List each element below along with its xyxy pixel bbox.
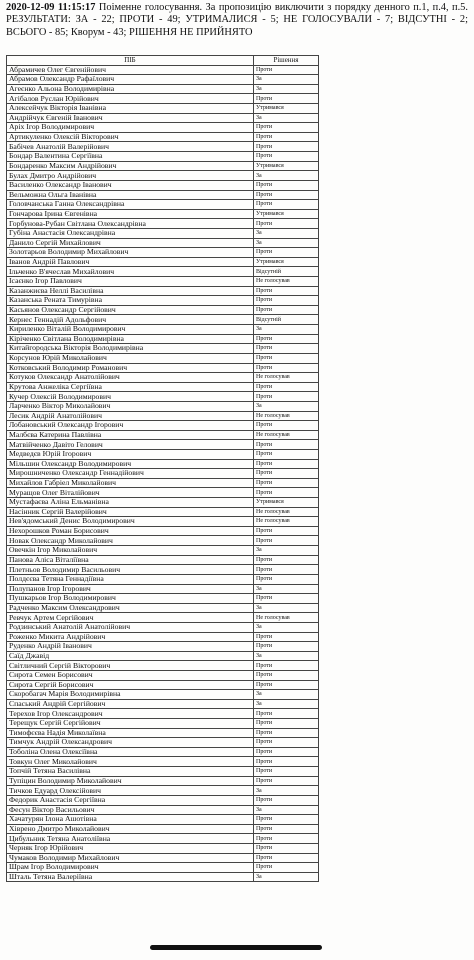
deputy-name: Ісаєнко Ігор Павлович — [7, 277, 254, 287]
deputy-name: Тоболіна Олена Олексіївна — [7, 747, 254, 757]
vote-decision: Проти — [254, 296, 319, 306]
table-row — [7, 277, 319, 287]
deputy-name: Медведєв Юрій Ігорович — [7, 449, 254, 459]
deputy-name: Тимофєєва Надія Миколаївна — [7, 728, 254, 738]
vote-decision: Утримався — [254, 257, 319, 267]
vote-decision: Проти — [254, 421, 319, 431]
vote-decision: Проти — [254, 363, 319, 373]
deputy-name: Мирошниченко Олександр Геннадійович — [7, 469, 254, 479]
vote-decision: Проти — [254, 526, 319, 536]
deputy-name: Фесун Віктор Васильович — [7, 805, 254, 815]
vote-decision: Проти — [254, 123, 319, 133]
deputy-name: Сирота Семен Борисович — [7, 671, 254, 681]
deputy-name: Спаський Андрій Сергійович — [7, 699, 254, 709]
deputy-name: Цибульник Тетяна Анатоліївна — [7, 834, 254, 844]
deputy-name: Василенко Олександр Іванович — [7, 180, 254, 190]
deputy-name: Котковський Володимир Романович — [7, 363, 254, 373]
deputy-name: Бондаренко Максим Андрійович — [7, 161, 254, 171]
deputy-name: Кириленко Віталій Володимирович — [7, 325, 254, 335]
deputy-name: Казанжиєва Неллі Василівна — [7, 286, 254, 296]
table-row — [7, 843, 319, 853]
vote-decision: Проти — [254, 65, 319, 75]
deputy-name: Котуков Олександр Анатолійович — [7, 373, 254, 383]
table-row — [7, 834, 319, 844]
deputy-name: Світличний Сергій Вікторович — [7, 661, 254, 671]
deputy-name: Терещук Сергій Сергійович — [7, 719, 254, 729]
table-row — [7, 863, 319, 873]
table-row — [7, 795, 319, 805]
table-row — [7, 305, 319, 315]
deputy-name: Бабічев Анатолій Валерійович — [7, 142, 254, 152]
deputy-name: Лесик Андрій Анатолійович — [7, 411, 254, 421]
table-row — [7, 171, 319, 181]
vote-decision: Проти — [254, 478, 319, 488]
table-row — [7, 546, 319, 556]
vote-decision: За — [254, 325, 319, 335]
vote-decision: Проти — [254, 728, 319, 738]
deputy-name: Губіна Анастасія Олександрівна — [7, 228, 254, 238]
deputy-name: Кучер Олексій Володимирович — [7, 392, 254, 402]
vote-title: Поіменне голосування. За пропозицію виключити з порядку денного п.1, п.4, п.5. — [98, 2, 468, 13]
deputy-name: Гончарова Ірина Євгенівна — [7, 209, 254, 219]
table-row — [7, 190, 319, 200]
deputy-name: Хіврено Дмитро Миколайович — [7, 824, 254, 834]
vote-decision: Проти — [254, 709, 319, 719]
table-row — [7, 248, 319, 258]
votes-table — [6, 55, 319, 882]
vote-decision: За — [254, 84, 319, 94]
deputy-name: Абрамов Олександр Рафаїлович — [7, 75, 254, 85]
deputy-name: Малбєва Катерина Павлівна — [7, 430, 254, 440]
deputy-name: Панова Аліса Віталіївна — [7, 555, 254, 565]
vote-decision: Проти — [254, 248, 319, 258]
deputy-name: Черняк Ігор Юрійович — [7, 843, 254, 853]
vote-decision: Проти — [254, 863, 319, 873]
table-row — [7, 430, 319, 440]
table-row — [7, 363, 319, 373]
table-row — [7, 555, 319, 565]
deputy-name: Касьянов Олександр Сергійович — [7, 305, 254, 315]
vote-decision: Проти — [254, 719, 319, 729]
deputy-name: Товкун Олег Миколайович — [7, 757, 254, 767]
deputy-name: Михайлов Габріел Миколайович — [7, 478, 254, 488]
deputy-name: Чумаков Володимир Михайлович — [7, 853, 254, 863]
vote-decision: Проти — [254, 305, 319, 315]
vote-decision: За — [254, 786, 319, 796]
table-row — [7, 459, 319, 469]
deputy-name: Корсунов Юрій Миколайович — [7, 353, 254, 363]
vote-decision: Відсутній — [254, 315, 319, 325]
table-row — [7, 449, 319, 459]
deputy-name: Бондар Валентина Сергіївна — [7, 152, 254, 162]
table-row — [7, 584, 319, 594]
table-row — [7, 421, 319, 431]
table-row — [7, 142, 319, 152]
deputy-name: Лобановський Олександр Ігорович — [7, 421, 254, 431]
vote-decision: Не голосував — [254, 411, 319, 421]
vote-decision: Проти — [254, 180, 319, 190]
table-row — [7, 872, 319, 882]
vote-decision: Проти — [254, 286, 319, 296]
deputy-name: Хачатурян Ілона Ашотівна — [7, 815, 254, 825]
table-row — [7, 113, 319, 123]
vote-decision: Утримався — [254, 104, 319, 114]
deputy-name: Крутова Анжеліка Сергіївна — [7, 382, 254, 392]
deputy-name: Кернес Геннадій Адольфович — [7, 315, 254, 325]
deputy-name: Агібалов Руслан Юрійович — [7, 94, 254, 104]
table-row — [7, 488, 319, 498]
table-row — [7, 786, 319, 796]
vote-decision: Не голосував — [254, 373, 319, 383]
deputy-name: Шталь Тетяна Валеріївна — [7, 872, 254, 882]
table-row — [7, 776, 319, 786]
vote-decision: Проти — [254, 671, 319, 681]
vote-decision: Проти — [254, 632, 319, 642]
deputy-name: Данило Сергій Михайлович — [7, 238, 254, 248]
vote-decision: За — [254, 651, 319, 661]
vote-decision: Проти — [254, 574, 319, 584]
table-row — [7, 728, 319, 738]
table-row — [7, 257, 319, 267]
vote-decision: Утримався — [254, 498, 319, 508]
vote-decision: Проти — [254, 642, 319, 652]
vote-decision: За — [254, 805, 319, 815]
table-row — [7, 152, 319, 162]
vote-decision: Проти — [254, 440, 319, 450]
vote-decision: За — [254, 690, 319, 700]
deputy-name: Ларченко Віктор Миколайович — [7, 401, 254, 411]
vote-decision: Проти — [254, 565, 319, 575]
vote-decision: За — [254, 872, 319, 882]
vote-decision: Проти — [254, 132, 319, 142]
table-row — [7, 747, 319, 757]
vote-decision: За — [254, 699, 319, 709]
column-header-decision: Рішення — [254, 56, 319, 66]
deputy-name: Роженко Микита Андрійович — [7, 632, 254, 642]
vote-decision: Проти — [254, 747, 319, 757]
deputy-name: Булах Дмитро Андрійович — [7, 171, 254, 181]
deputy-name: Мільшин Олександр Володимирович — [7, 459, 254, 469]
vote-decision: За — [254, 401, 319, 411]
deputy-name: Андрійчук Євгеній Іванович — [7, 113, 254, 123]
table-row — [7, 738, 319, 748]
table-row — [7, 401, 319, 411]
deputy-name: Полупанов Ігор Ігорович — [7, 584, 254, 594]
table-row — [7, 757, 319, 767]
vote-decision: Проти — [254, 219, 319, 229]
table-row — [7, 334, 319, 344]
vote-decision: Проти — [254, 536, 319, 546]
deputy-name: Муращов Олег Віталійович — [7, 488, 254, 498]
deputy-name: Ільченко В'ячеслав Михайлович — [7, 267, 254, 277]
table-row — [7, 296, 319, 306]
table-row — [7, 382, 319, 392]
table-row — [7, 353, 319, 363]
deputy-name: Насінник Сергій Валерійович — [7, 507, 254, 517]
table-row — [7, 94, 319, 104]
table-row — [7, 65, 319, 75]
deputy-name: Матвійченко Давіто Гелович — [7, 440, 254, 450]
vote-decision: За — [254, 603, 319, 613]
deputy-name: Плетньов Володимир Васильович — [7, 565, 254, 575]
table-row — [7, 123, 319, 133]
vote-decision: Проти — [254, 680, 319, 690]
vote-decision: За — [254, 584, 319, 594]
vote-decision: Проти — [254, 469, 319, 479]
table-row — [7, 680, 319, 690]
table-row — [7, 709, 319, 719]
vote-decision: Проти — [254, 661, 319, 671]
table-row — [7, 180, 319, 190]
vote-decision: За — [254, 238, 319, 248]
deputy-name: Горбунова-Рубан Світлана Олександрівна — [7, 219, 254, 229]
deputy-name: Іванов Андрій Павлович — [7, 257, 254, 267]
vote-decision: Не голосував — [254, 613, 319, 623]
home-indicator[interactable] — [150, 945, 322, 950]
vote-decision: Проти — [254, 382, 319, 392]
deputy-name: Золотарьов Володимир Михайлович — [7, 248, 254, 258]
vote-decision: Проти — [254, 353, 319, 363]
table-row — [7, 411, 319, 421]
table-row — [7, 603, 319, 613]
vote-decision: Не голосував — [254, 517, 319, 527]
deputy-name: Полдєєва Тетяна Геннадіївна — [7, 574, 254, 584]
deputy-name: Терехов Ігор Олександрович — [7, 709, 254, 719]
table-row — [7, 690, 319, 700]
table-row — [7, 507, 319, 517]
deputy-name: Казанська Рената Тимурівна — [7, 296, 254, 306]
table-row — [7, 84, 319, 94]
deputy-name: Сирота Сергій Борисович — [7, 680, 254, 690]
deputy-name: Нехорошков Роман Борисович — [7, 526, 254, 536]
deputy-name: Головчанська Ганна Олександрівна — [7, 200, 254, 210]
votes-table-body — [7, 65, 319, 882]
table-row — [7, 75, 319, 85]
deputy-name: Тупіцин Володимир Миколайович — [7, 776, 254, 786]
deputy-name: Овечкін Ігор Миколайович — [7, 546, 254, 556]
table-row — [7, 200, 319, 210]
vote-decision: Не голосував — [254, 430, 319, 440]
table-row — [7, 853, 319, 863]
table-row — [7, 517, 319, 527]
table-row — [7, 104, 319, 114]
table-row — [7, 344, 319, 354]
table-header-row — [7, 56, 319, 66]
vote-decision: Проти — [254, 594, 319, 604]
deputy-name: Алексейчук Вікторія Іванівна — [7, 104, 254, 114]
vote-decision: Відсутній — [254, 267, 319, 277]
vote-decision: За — [254, 622, 319, 632]
vote-decision: Проти — [254, 853, 319, 863]
vote-decision: Проти — [254, 555, 319, 565]
table-row — [7, 469, 319, 479]
vote-datetime: 2020-12-09 11:15:17 — [6, 2, 96, 13]
table-row — [7, 373, 319, 383]
vote-decision: Проти — [254, 488, 319, 498]
vote-decision: Проти — [254, 392, 319, 402]
table-row — [7, 815, 319, 825]
deputy-name: Абрамичев Олег Євгенійович — [7, 65, 254, 75]
deputy-name: Новак Олександр Миколайович — [7, 536, 254, 546]
table-row — [7, 228, 319, 238]
table-row — [7, 132, 319, 142]
deputy-name: Руденко Андрій Іванович — [7, 642, 254, 652]
table-row — [7, 565, 319, 575]
table-row — [7, 632, 319, 642]
deputy-name: Шрам Ігор Володимирович — [7, 863, 254, 873]
table-row — [7, 161, 319, 171]
table-row — [7, 286, 319, 296]
vote-decision: Проти — [254, 767, 319, 777]
table-row — [7, 824, 319, 834]
vote-decision: Проти — [254, 94, 319, 104]
deputy-name: Тичков Едуард Олексійович — [7, 786, 254, 796]
vote-decision: Проти — [254, 344, 319, 354]
table-row — [7, 642, 319, 652]
table-row — [7, 267, 319, 277]
table-row — [7, 574, 319, 584]
vote-decision: Проти — [254, 152, 319, 162]
vote-decision: Проти — [254, 757, 319, 767]
vote-decision: Проти — [254, 824, 319, 834]
deputy-name: Тимчук Андрій Олександрович — [7, 738, 254, 748]
vote-decision: Проти — [254, 200, 319, 210]
vote-decision: Проти — [254, 795, 319, 805]
table-row — [7, 719, 319, 729]
column-header-name: ПІБ — [7, 56, 254, 66]
table-row — [7, 671, 319, 681]
vote-decision: Проти — [254, 449, 319, 459]
deputy-name: Мустафаєва Аліна Ельманівна — [7, 498, 254, 508]
deputy-name: Топчій Тетяна Василівна — [7, 767, 254, 777]
header-block — [6, 2, 468, 39]
deputy-name: Саїд Джавід — [7, 651, 254, 661]
vote-decision: Проти — [254, 834, 319, 844]
deputy-name: Пушкарьов Ігор Володимирович — [7, 594, 254, 604]
vote-decision: Проти — [254, 843, 319, 853]
table-row — [7, 209, 319, 219]
deputy-name: Нев'ядомський Денис Володимирович — [7, 517, 254, 527]
vote-decision: Проти — [254, 815, 319, 825]
deputy-name: Радченко Максим Олександрович — [7, 603, 254, 613]
table-row — [7, 661, 319, 671]
table-row — [7, 219, 319, 229]
vote-decision: Не голосував — [254, 277, 319, 287]
vote-decision: Проти — [254, 459, 319, 469]
table-row — [7, 526, 319, 536]
table-row — [7, 478, 319, 488]
vote-decision: За — [254, 171, 319, 181]
table-row — [7, 498, 319, 508]
vote-decision: Проти — [254, 738, 319, 748]
table-row — [7, 315, 319, 325]
table-row — [7, 238, 319, 248]
table-row — [7, 651, 319, 661]
vote-decision: Проти — [254, 142, 319, 152]
table-row — [7, 536, 319, 546]
deputy-name: Китайгородська Вікторія Володимирівна — [7, 344, 254, 354]
deputy-name: Кіріченко Світлана Володимирівна — [7, 334, 254, 344]
vote-decision: Утримався — [254, 161, 319, 171]
deputy-name: Родзинський Анатолій Анатолійович — [7, 622, 254, 632]
deputy-name: Артикуленко Олексій Вікторович — [7, 132, 254, 142]
deputy-name: Вельможна Ольга Іванівна — [7, 190, 254, 200]
vote-decision: За — [254, 546, 319, 556]
table-row — [7, 594, 319, 604]
vote-decision: За — [254, 113, 319, 123]
table-row — [7, 325, 319, 335]
table-row — [7, 805, 319, 815]
vote-decision: Утримався — [254, 209, 319, 219]
table-row — [7, 767, 319, 777]
table-row — [7, 440, 319, 450]
vote-decision: Не голосував — [254, 507, 319, 517]
table-row — [7, 613, 319, 623]
deputy-name: Ревчук Артем Сергійович — [7, 613, 254, 623]
deputy-name: Аріх Ігор Володимирович — [7, 123, 254, 133]
deputy-name: Агеєнко Альона Володимирівна — [7, 84, 254, 94]
table-row — [7, 392, 319, 402]
vote-decision: Проти — [254, 190, 319, 200]
table-row — [7, 622, 319, 632]
deputy-name: Скоробагач Марія Володимирівна — [7, 690, 254, 700]
vote-results: РЕЗУЛЬТАТИ: ЗА - 22; ПРОТИ - 49; УТРИМАЛИСЯ - 5; НЕ ГОЛОСУВАЛИ - 7; ВІДСУТНІ - 2; ВСЬОГО - 85; Кворум - 43; РІШЕННЯ НЕ ПРИЙНЯТО — [6, 14, 468, 38]
table-row — [7, 699, 319, 709]
vote-decision: Проти — [254, 776, 319, 786]
vote-decision: За — [254, 75, 319, 85]
vote-decision: За — [254, 228, 319, 238]
vote-decision: Проти — [254, 334, 319, 344]
deputy-name: Федорик Анастасія Сергіївна — [7, 795, 254, 805]
